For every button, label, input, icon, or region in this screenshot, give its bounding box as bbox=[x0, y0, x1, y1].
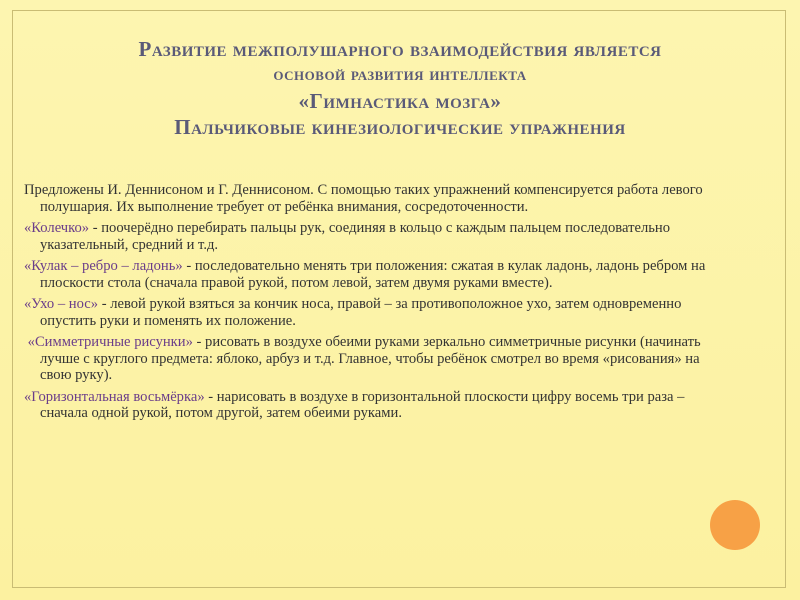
exercise-term: «Ухо – нос» bbox=[24, 296, 99, 312]
exercise-item bbox=[24, 296, 724, 329]
exercise-term: «Горизонтальная восьмёрка» bbox=[24, 388, 205, 405]
exercise-description: - рисовать в воздухе обеими руками зеркально симметричные рисунки (начинать лучше с круглого предмета: яблоко, арбуз и т.д. Главное, чтобы ребёнок смотрел во время «рисования» на свою руку). bbox=[40, 334, 701, 383]
exercise-item bbox=[24, 389, 724, 422]
exercise-item bbox=[24, 220, 724, 253]
exercise-description: - последовательно менять три положения: сжатая в кулак ладонь, ладонь ребром на плоскости стола (сначала правой рукой, потом левой, затем двумя руками вместе). bbox=[40, 258, 706, 291]
title-line-2: основой развития интеллекта bbox=[273, 64, 527, 85]
exercise-description: - левой рукой взяться за кончик носа, правой – за противоположное ухо, затем одновременно опустить руки и поменять их положение. bbox=[40, 296, 682, 329]
title-line-1: Развитие межполушарного взаимодействия является bbox=[138, 37, 662, 61]
exercise-term: «Колечко» bbox=[24, 220, 90, 236]
exercise-item bbox=[24, 334, 724, 384]
exercise-item bbox=[24, 258, 724, 291]
slide-content bbox=[24, 182, 724, 427]
exercise-description: - поочерёдно перебирать пальцы рук, соединяя в кольцо с каждым пальцем последовательно указательный, средний и т.д. bbox=[40, 220, 670, 253]
title-line-4: Пальчиковые кинезиологические упражнения bbox=[174, 115, 626, 139]
exercise-description: - нарисовать в воздухе в горизонтальной плоскости цифру восемь три раза – сначала одной рукой, потом другой, затем обеими руками. bbox=[40, 388, 685, 421]
title-line-3: «Гимнастика мозга» bbox=[298, 89, 502, 113]
slide-title bbox=[20, 36, 780, 140]
intro-paragraph: Предложены И. Деннисоном и Г. Деннисоном. С помощью таких упражнений компенсируется работа левого полушария. Их выполнение требует от ребёнка внимания, сосредоточенности. bbox=[24, 182, 703, 215]
decorative-orange-circle bbox=[710, 500, 760, 550]
exercise-term: «Симметричные рисунки» bbox=[27, 334, 193, 350]
exercise-term: «Кулак – ребро – ладонь» bbox=[24, 258, 183, 274]
